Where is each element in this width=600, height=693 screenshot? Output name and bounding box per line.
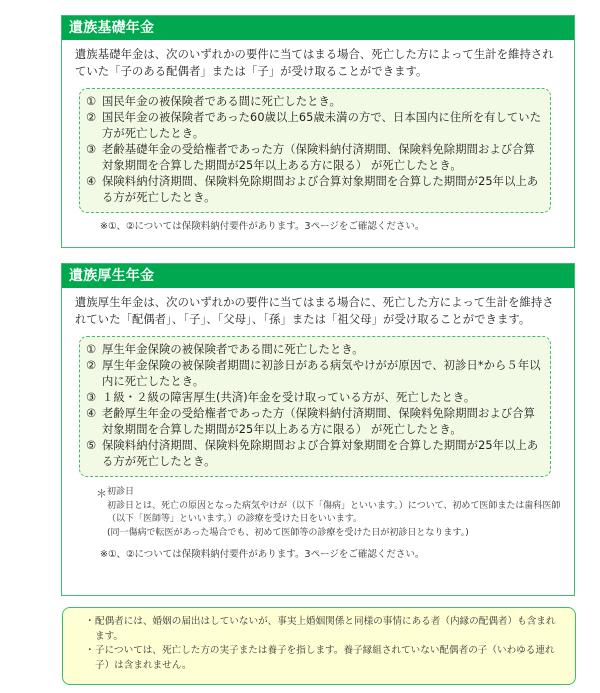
bullet-icon: ・	[85, 616, 95, 627]
condition-number: ④	[86, 407, 97, 420]
condition-number: ②	[86, 111, 97, 124]
condition-number: ③	[86, 391, 97, 404]
footnote-body	[107, 486, 564, 540]
condition-text: 老齢厚生年金の受給権者であった方（保険料納付済期間、保険料免除期間および合算対象期間を合算した期間が25年以上ある方に限る） が死亡したとき。	[102, 407, 535, 436]
condition-item	[86, 94, 544, 110]
condition-text: 老齢基礎年金の受給権者であった方（保険料納付済期間、保険料免除期間および合算対象期間を合算した期間が25年以上ある方に限る） が死亡したとき。	[102, 143, 535, 172]
bullet-icon: ・	[85, 645, 95, 656]
condition-item	[86, 438, 544, 470]
condition-item	[86, 142, 544, 174]
footnote-title: 初診日	[107, 487, 135, 497]
condition-text: 厚生年金保険の被保険者期間に初診日がある病気やけがが原因で、初診日*から５年以内に死亡したとき。	[102, 359, 541, 388]
note-text: 配偶者には、婚姻の届出はしていないが、事実上婚姻関係と同様の事情にある者（内縁の配偶者）も含まれます。	[95, 616, 556, 642]
conditions-box	[79, 336, 551, 477]
section-employee-survivor-pension	[61, 263, 575, 596]
condition-item	[86, 406, 544, 438]
note-item	[85, 644, 561, 673]
note-text: 子については、死亡した方の実子または養子を指します。養子縁組されていない配偶者の子（いわゆる連れ子）は含まれません。	[95, 645, 555, 671]
condition-number: ②	[86, 359, 97, 372]
section-intro: 遺族厚生年金は、次のいずれかの要件に当てはまる場合に、死亡した方によって生計を維持されていた「配偶者」、「子」、「父母」、「孫」または「祖父母」が受け取ることができます。	[75, 296, 554, 326]
premium-requirement-note: ※①、②については保険料納付要件があります。3ページをご確認ください。	[100, 221, 425, 232]
section-basic-survivor-pension	[61, 15, 575, 248]
condition-text: 保険料納付済期間、保険料免除期間および合算対象期間を合算した期間が25年以上ある方が死亡したとき。	[102, 439, 539, 468]
condition-text: １級・２級の障害厚生(共済)年金を受け取っている方が、死亡したとき。	[102, 391, 476, 404]
condition-number: ③	[86, 143, 97, 156]
condition-text: 保険料納付済期間、保険料免除期間および合算対象期間を合算した期間が25年以上ある方が死亡したとき。	[102, 175, 539, 204]
asterisk-icon: ＊	[96, 487, 107, 500]
footnote-definition: 初診日とは、死亡の原因となった病気やけが（以下「傷病」といいます。）について、初めて医師または歯科医師（以下「医師等」といいます。）の診療を受けた日をいいます。	[107, 500, 561, 524]
section-title: 遺族厚生年金	[62, 264, 574, 288]
condition-number: ④	[86, 175, 97, 188]
condition-item	[86, 110, 544, 142]
footnote-parenthetical: (同一傷病で転医があった場合でも、初めて医師等の診療を受けた日が初診日となります。)	[107, 527, 469, 538]
definitions-notes-box	[62, 607, 576, 685]
note-item	[85, 615, 561, 644]
condition-number: ①	[86, 95, 97, 108]
condition-number: ⑤	[86, 439, 97, 452]
condition-number: ①	[86, 343, 97, 356]
condition-text: 国民年金の被保険者であった60歳以上65歳未満の方で、日本国内に住所を有していた方が死亡したとき。	[102, 111, 542, 140]
first-visit-date-footnote	[96, 486, 564, 540]
condition-item	[86, 342, 544, 358]
section-intro: 遺族基礎年金は、次のいずれかの要件に当てはまる場合、死亡した方によって生計を維持されていた「子のある配偶者」または「子」が受け取ることができます。	[75, 48, 554, 78]
condition-text: 厚生年金保険の被保険者である間に死亡したとき。	[102, 343, 364, 356]
premium-requirement-note: ※①、②については保険料納付要件があります。3ページをご確認ください。	[100, 549, 425, 560]
condition-item	[86, 390, 544, 406]
condition-item	[86, 174, 544, 206]
condition-item	[86, 358, 544, 390]
conditions-box	[79, 88, 551, 213]
condition-text: 国民年金の被保険者である間に死亡したとき。	[102, 95, 341, 108]
section-title: 遺族基礎年金	[62, 16, 574, 40]
